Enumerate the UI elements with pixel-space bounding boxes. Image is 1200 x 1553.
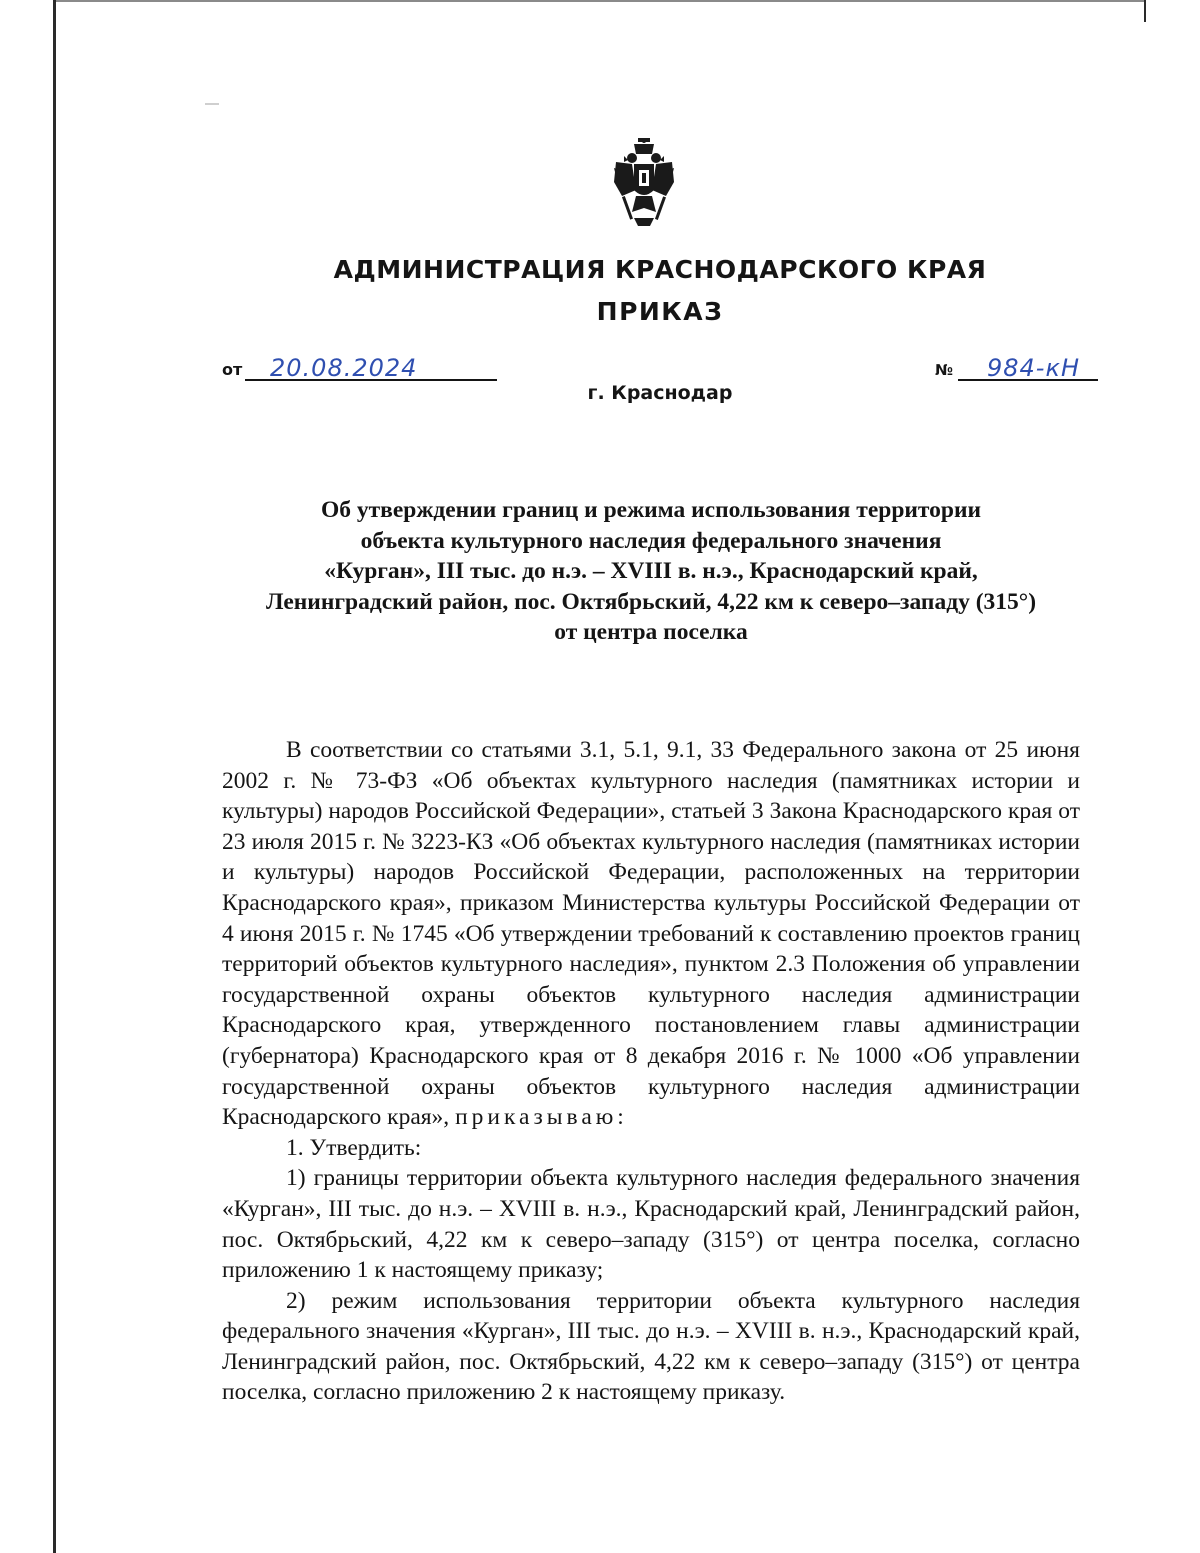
city-name: г. Краснодар [587,382,733,404]
date-handwritten: 20.08.2024 [270,354,418,382]
number-handwritten: 984-кН [987,354,1081,382]
title-line: Об утверждении границ и режима использования территории [320,497,982,523]
point-1-2: 2) режим использования территории объекта культурного наследия федерального значения «Курган», III тыс. до н.э. – XVIII в. н.э., Краснодарский край, Ленинградский район, пос. Октябрьский, 4,22 км к северо–западу (315°) от центра поселка, согласно приложению 2 к настоящему приказу. [222,1287,1080,1406]
scan-top-edge [56,0,1146,2]
title-line: объекта культурного наследия федерального значения [360,527,942,554]
number-prefix: № [935,361,954,379]
preamble-text: В соответствии со статьями 3.1, 5.1, 9.1, 33 Федерального закона от 25 июня 2002 г. № 73-ФЗ «Об объектах культурного наследия (памятниках истории и культуры) народов Российской Федерации», статьей 3 Закона Краснодарского края от 23 июля 2015 г. № 3223-КЗ «Об объектах культурного наследия (памятниках истории и культуры) народов Российской Федерации, расположенных на территории Краснодарского края», приказом Министерства культуры Российской Федерации от 4 июня 2015 г. № 1745 «Об утверждении требований к составлению проектов границ территорий объектов культурного наследия», пунктом 2.3 Положения об управлении государственной охраны объектов культурного наследия администрации Краснодарского края, утвержденного постановлением главы администрации (губернатора) Краснодарского края от 8 декабря 2016 г. № 1000 «Об управлении государственной охраны объектов культурного наследия администрации Краснодарского края», [222,737,1080,1131]
point-1: 1. Утвердить: [286,1134,422,1161]
scan-speck [205,103,219,105]
scan-right-edge [1144,0,1146,22]
point-1-1: 1) границы территории объекта культурного наследия федерального значения «Курган», III тыс. до н.э. – XVIII в. н.э., Краснодарский край, Ленинградский район, пос. Октябрьский, 4,22 км к северо–западу (315°) от центра поселка, согласно приложению 1 к настоящему приказу; [222,1165,1080,1284]
title-line: от центра поселка [554,619,748,645]
title-line: «Курган», III тыс. до н.э. – XVIII в. н.э., Краснодарский край, [324,558,978,584]
order-body [222,735,1080,1408]
krasnodar-coat-of-arms-icon [612,138,676,226]
organization-title: АДМИНИСТРАЦИЯ КРАСНОДАРСКОГО КРАЯ [333,255,987,284]
preamble-paragraph [222,735,1080,1133]
order-word: приказываю: [455,1104,628,1131]
scan-left-edge [53,0,56,1553]
title-line: Ленинградский район, пос. Октябрьский, 4,22 км к северо–западу (315°) [265,588,1037,615]
document-type: ПРИКАЗ [596,297,724,326]
order-title [222,495,1080,648]
date-prefix: от [222,360,243,379]
